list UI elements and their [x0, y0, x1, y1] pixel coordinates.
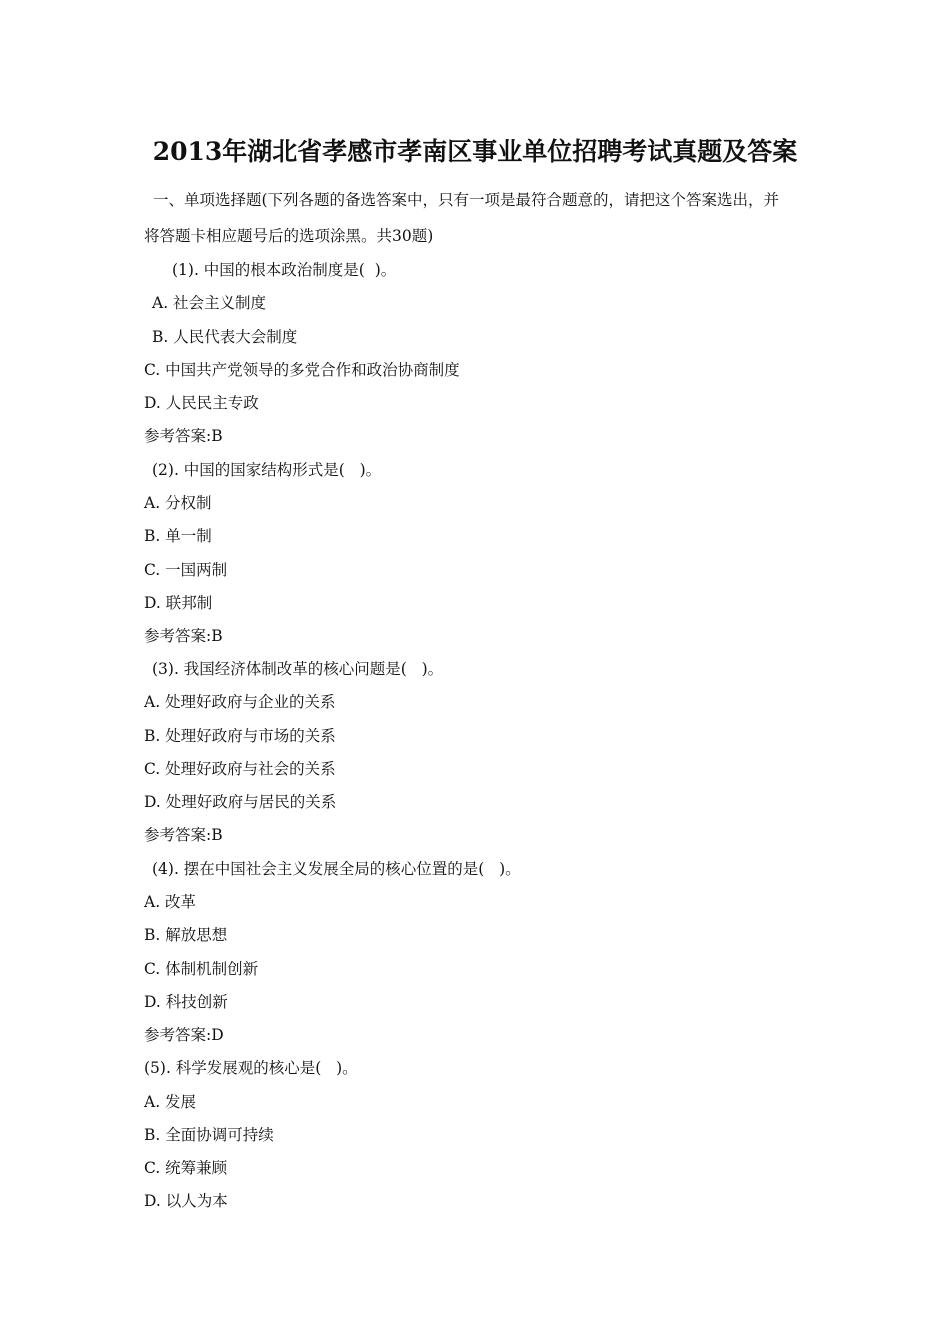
section-intro-line-1: 一、单项选择题(下列各题的备选答案中，只有一项是最符合题意的，请把这个答案选出，并 [153, 191, 780, 209]
question-1-option-b: B. 人民代表大会制度 [152, 328, 298, 346]
question-4-option-d: D. 科技创新 [144, 993, 228, 1011]
question-1-stem: (1). 中国的根本政治制度是( )。 [172, 261, 397, 279]
question-3-option-b: B. 处理好政府与市场的关系 [144, 727, 336, 745]
question-4-option-c: C. 体制机制创新 [144, 960, 259, 978]
question-3-option-d: D. 处理好政府与居民的关系 [144, 793, 337, 811]
section-intro-line-2: 将答题卡相应题号后的选项涂黑。共30题) [144, 227, 434, 245]
question-1-option-c: C. 中国共产党领导的多党合作和政治协商制度 [144, 361, 460, 379]
question-3-stem: (3). 我国经济体制改革的核心问题是( )。 [152, 660, 444, 678]
question-2-answer: 参考答案:B [144, 627, 223, 645]
question-3-answer: 参考答案:B [144, 826, 223, 844]
question-2-option-c: C. 一国两制 [144, 561, 228, 579]
question-5-option-d: D. 以人为本 [144, 1192, 228, 1210]
question-5-option-c: C. 统筹兼顾 [144, 1159, 228, 1177]
question-2-option-d: D. 联邦制 [144, 594, 213, 612]
question-1-option-d: D. 人民民主专政 [144, 394, 259, 412]
question-5-option-a: A. 发展 [144, 1093, 197, 1111]
question-1-answer: 参考答案:B [144, 427, 223, 445]
question-5-stem: (5). 科学发展观的核心是( )。 [144, 1059, 358, 1077]
question-3-option-c: C. 处理好政府与社会的关系 [144, 760, 336, 778]
question-4-answer: 参考答案:D [144, 1026, 224, 1044]
question-4-option-b: B. 解放思想 [144, 926, 228, 944]
question-2-option-b: B. 单一制 [144, 527, 212, 545]
question-2-stem: (2). 中国的国家结构形式是( )。 [152, 461, 382, 479]
question-5-option-b: B. 全面协调可持续 [144, 1126, 274, 1144]
document-title: 2013年湖北省孝感市孝南区事业单位招聘考试真题及答案 [152, 137, 798, 166]
question-2-option-a: A. 分权制 [144, 494, 212, 512]
question-4-option-a: A. 改革 [144, 893, 197, 911]
question-1-option-a: A. 社会主义制度 [152, 294, 267, 312]
question-4-stem: (4). 摆在中国社会主义发展全局的核心位置的是( )。 [152, 860, 521, 878]
question-3-option-a: A. 处理好政府与企业的关系 [144, 693, 336, 711]
